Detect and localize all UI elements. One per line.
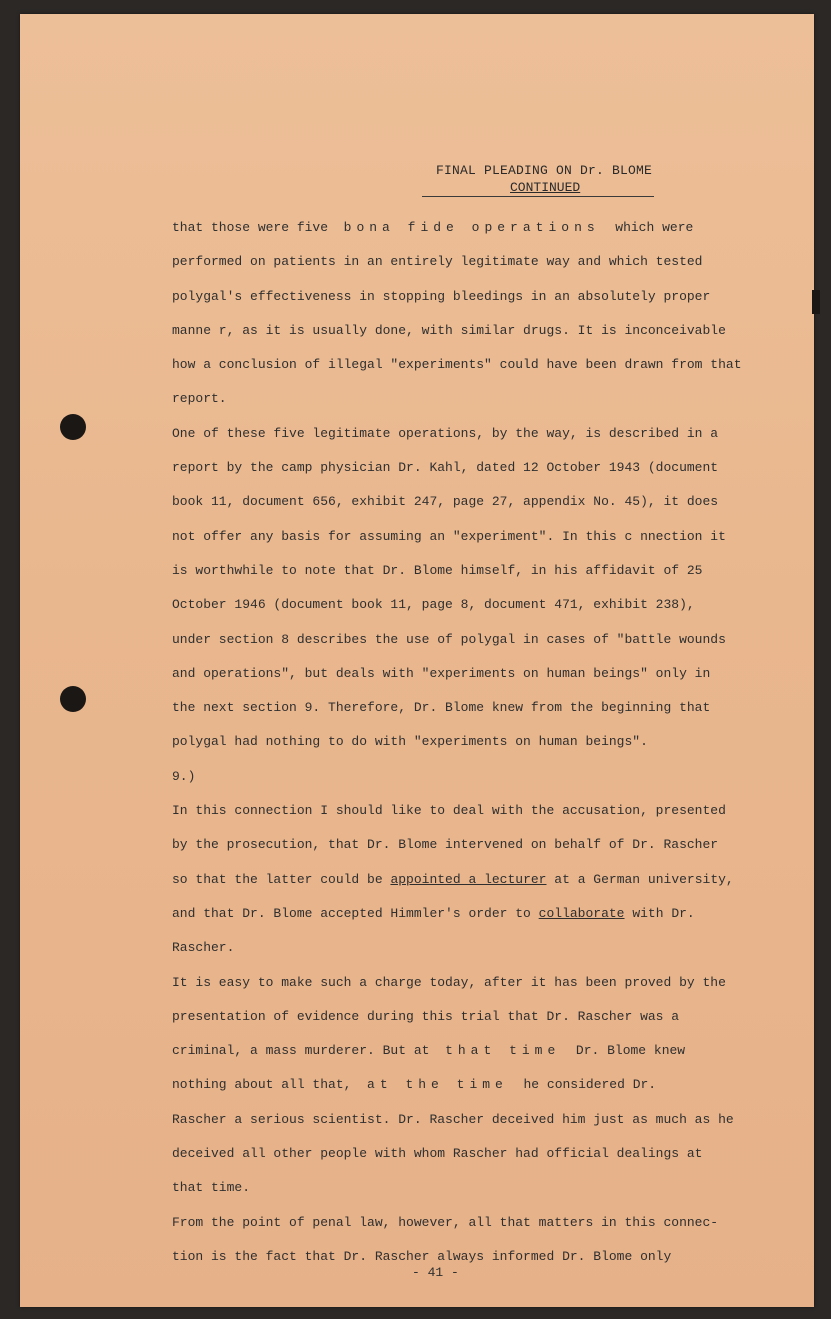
text-line: deceived all other people with whom Rascher had official dealings at [172,1146,703,1162]
text-line: October 1946 (document book 11, page 8, document 471, exhibit 238), [172,597,695,613]
underlined-phrase: collaborate [538,905,625,921]
text-line: Rascher a serious scientist. Dr. Rascher deceived him just as much as he [172,1111,734,1127]
header-title: FINAL PLEADING ON Dr. BLOME [436,163,653,178]
header-subtitle: CONTINUED [510,180,581,195]
page-number: - 41 - [412,1265,459,1280]
text-line: book 11, document 656, exhibit 247, page 27, appendix No. 45), it does [172,494,719,510]
underlined-phrase: appointed a lecturer [390,871,547,887]
text-line: In this connection I should like to deal with the accusation, presented [172,803,726,819]
text-line: One of these five legitimate operations, by the way, is described in a [172,425,719,441]
emphasis-spaced: bona fide operations [343,220,600,235]
text-line: that those were five bona fide operations which were [172,220,694,235]
text-line: under section 8 describes the use of polygal in cases of "battle wounds [172,631,726,647]
text-line: manne r, as it is usually done, with similar drugs. It is inconceivable [172,322,726,338]
text-line: not offer any basis for assuming an "experiment". In this c nnection it [172,528,726,544]
text-line: polygal's effectiveness in stopping bleedings in an absolutely proper [172,288,711,304]
text-line: nothing about all that, at the time he considered Dr. [172,1077,657,1093]
header-rule [422,196,654,197]
text-line: by the prosecution, that Dr. Blome intervened on behalf of Dr. Rascher [172,837,719,853]
text-line: polygal had nothing to do with "experiments on human beings". [172,734,648,750]
text-line: presentation of evidence during this trial that Dr. Rascher was a [172,1008,680,1024]
document-body [172,211,784,1274]
section-number: 9.) [172,768,196,784]
binder-clip [812,290,820,314]
text-line: and operations", but deals with "experiments on human beings" only in [172,665,711,681]
text-line: Rascher. [172,940,235,956]
text-line: report by the camp physician Dr. Kahl, dated 12 October 1943 (document [172,460,719,476]
text-line: report. [172,391,227,407]
emphasis-spaced: at the time [367,1077,508,1093]
text-line: so that the latter could be appointed a lecturer at a German university, [172,871,734,887]
text-line: how a conclusion of illegal "experiments" could have been drawn from that [172,357,742,373]
text-line: the next section 9. Therefore, Dr. Blome knew from the beginning that [172,700,711,716]
text-line: is worthwhile to note that Dr. Blome himself, in his affidavit of 25 [172,562,703,578]
text-line: From the point of penal law, however, all that matters in this connec- [172,1214,719,1230]
punch-hole-top [60,414,86,440]
text-line: criminal, a mass murderer. But at that time Dr. Blome knew [172,1043,686,1059]
punch-hole-bottom [60,686,86,712]
text-line: tion is the fact that Dr. Rascher always informed Dr. Blome only [172,1248,672,1264]
text-line: performed on patients in an entirely legitimate way and which tested [172,254,703,270]
text-line: that time. [172,1180,251,1196]
page-header [436,162,676,196]
text-line: It is easy to make such a charge today, after it has been proved by the [172,974,726,990]
emphasis-spaced: that time [445,1043,561,1059]
text-line: and that Dr. Blome accepted Himmler's order to collaborate with Dr. [172,905,695,921]
